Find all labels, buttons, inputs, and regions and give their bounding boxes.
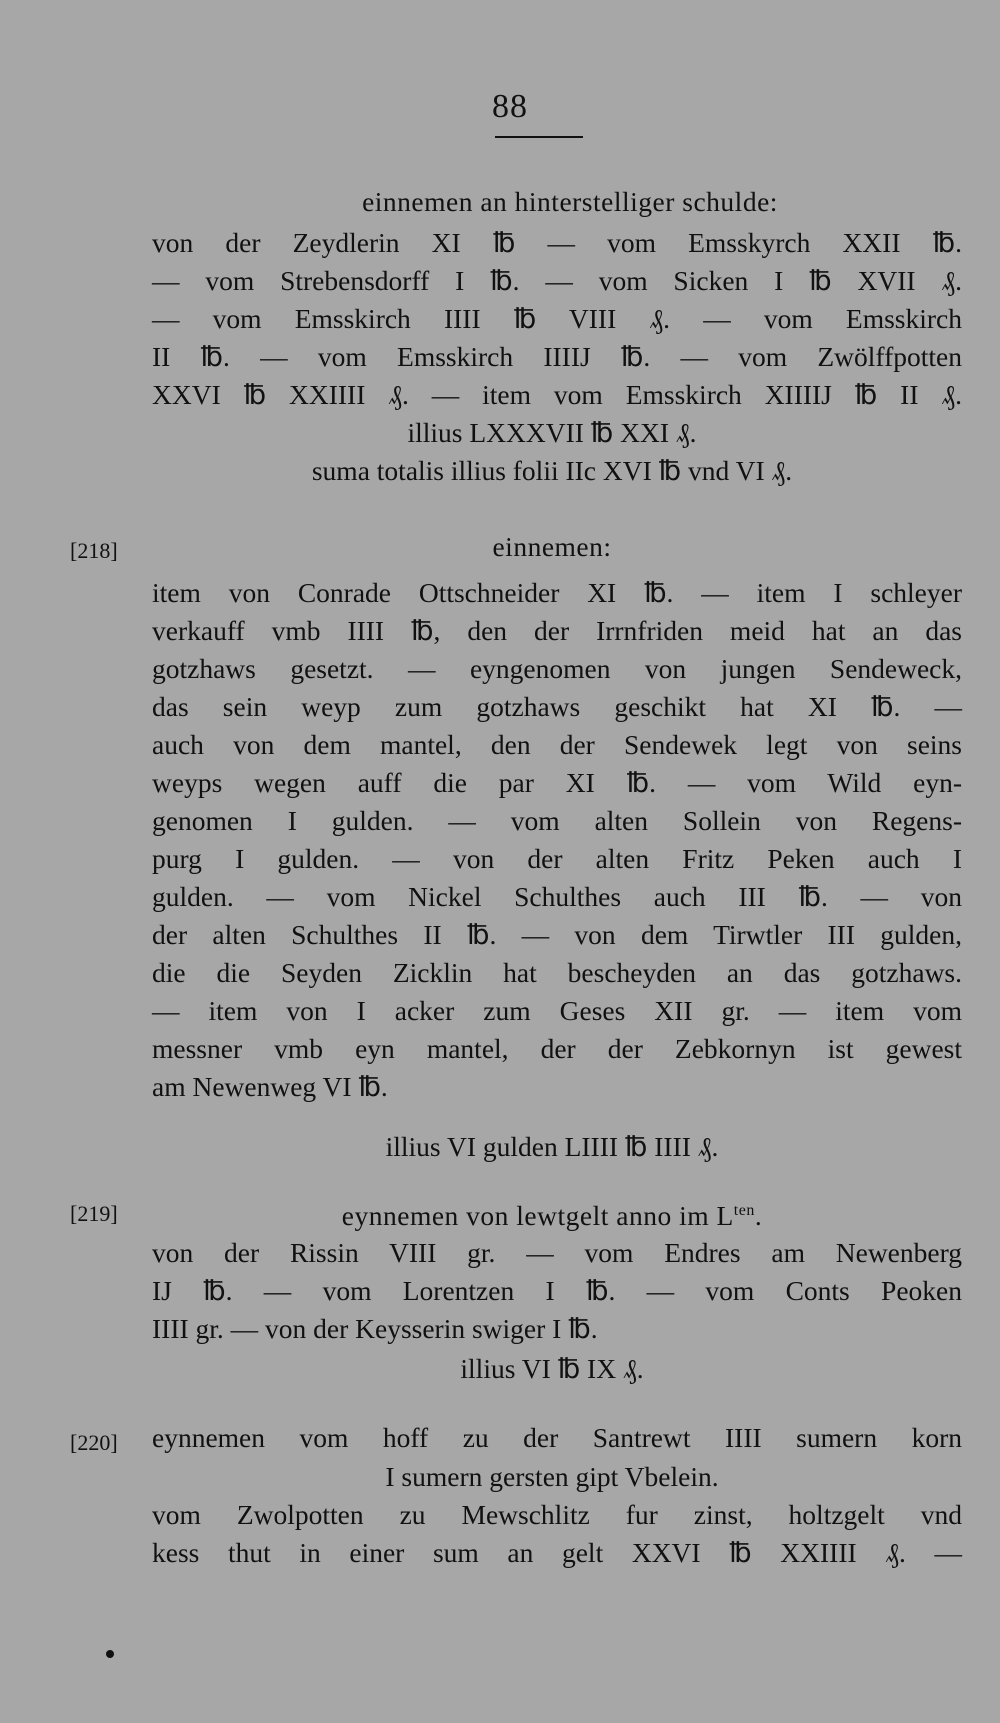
total-line: illius LXXXVII ℔ XXI ₰. [407, 417, 697, 448]
ink-dot [106, 1650, 114, 1658]
total-line: illius VI ℔ IX ₰. [460, 1353, 644, 1384]
section-heading: einnemen an hinterstelliger schulde: [362, 186, 778, 217]
text-line: der alten Schulthes II ℔. — von dem Tirwtler III gulden, [152, 919, 962, 950]
text-line: auch von dem mantel, den der Sendewek legt von seins [152, 729, 962, 760]
text-line: purg I gulden. — von der alten Fritz Peken auch I [152, 843, 962, 874]
text-line: gotzhaws gesetzt. — eyngenomen von jungen Sendeweck, [152, 653, 962, 684]
text-line: IIII gr. — von der Keysserin swiger I ℔. [152, 1313, 598, 1344]
text-line: — item von I acker zum Geses XII gr. — item vom [152, 995, 962, 1026]
text-line: verkauff vmb IIII ℔, den der Irrnfriden meid hat an das [152, 615, 962, 646]
section-heading: einnemen: [492, 531, 612, 562]
text-line: IJ ℔. — vom Lorentzen I ℔. — vom Conts Peoken [152, 1275, 962, 1306]
text-line: genomen I gulden. — vom alten Sollein von Regens- [152, 805, 962, 836]
text-line: I sumern gersten gipt Vbelein. [385, 1461, 719, 1492]
heading-text: eynnemen von lewtgelt anno im L [341, 1200, 734, 1232]
text-line: gulden. — vom Nickel Schulthes auch III ℔. — von [152, 881, 962, 912]
text-line: von der Zeydlerin XI ℔ — vom Emsskyrch XXII ℔. [152, 227, 962, 258]
text-line: das sein weyp zum gotzhaws geschikt hat XI ℔. — [152, 691, 962, 722]
total-line: illius VI gulden LIIII ℔ IIII ₰. [385, 1131, 719, 1162]
text-line: — vom Strebensdorff I ℔. — vom Sicken I ℔ XVII ₰. [152, 265, 962, 296]
summa-line: suma totalis illius folii IIc XVI ℔ vnd VI ₰. [311, 455, 793, 486]
text-line: — vom Emsskirch IIII ℔ VIII ₰. — vom Emsskirch [152, 303, 962, 334]
text-line: vom Zwolpotten zu Mewschlitz fur zinst, holtzgelt vnd [152, 1499, 962, 1530]
text-line: kess thut in einer sum an gelt XXVI ℔ XXIIII ₰. — [152, 1537, 962, 1568]
heading-end: . [754, 1200, 763, 1232]
text-line: am Newenweg VI ℔. [152, 1071, 388, 1102]
section-marker: [219] [70, 1201, 118, 1226]
page-number-rule [495, 136, 583, 138]
section-marker: [218] [70, 538, 118, 563]
section-heading [152, 1194, 952, 1233]
text-line: eynnemen vom hoff zu der Santrewt IIII sumern korn [152, 1422, 962, 1453]
text-line: die die Seyden Zicklin hat bescheyden an das gotzhaws. [152, 957, 962, 988]
section-marker: [220] [70, 1430, 118, 1455]
text-line: II ℔. — vom Emsskirch IIIIJ ℔. — vom Zwölffpotten [152, 341, 962, 372]
text-line: weyps wegen auff die par XI ℔. — vom Wild eyn- [152, 767, 962, 798]
text-line: item von Conrade Ottschneider XI ℔. — item I schleyer [152, 577, 962, 608]
text-line: XXVI ℔ XXIIII ₰. — item vom Emsskirch XIIIIJ ℔ II ₰. [152, 379, 962, 410]
text-line: von der Rissin VIII gr. — vom Endres am Newenberg [152, 1237, 962, 1268]
heading-superscript: ten [733, 1202, 755, 1219]
text-line: messner vmb eyn mantel, der der Zebkornyn ist gewest [152, 1033, 962, 1064]
page-number: 88 [492, 88, 528, 125]
